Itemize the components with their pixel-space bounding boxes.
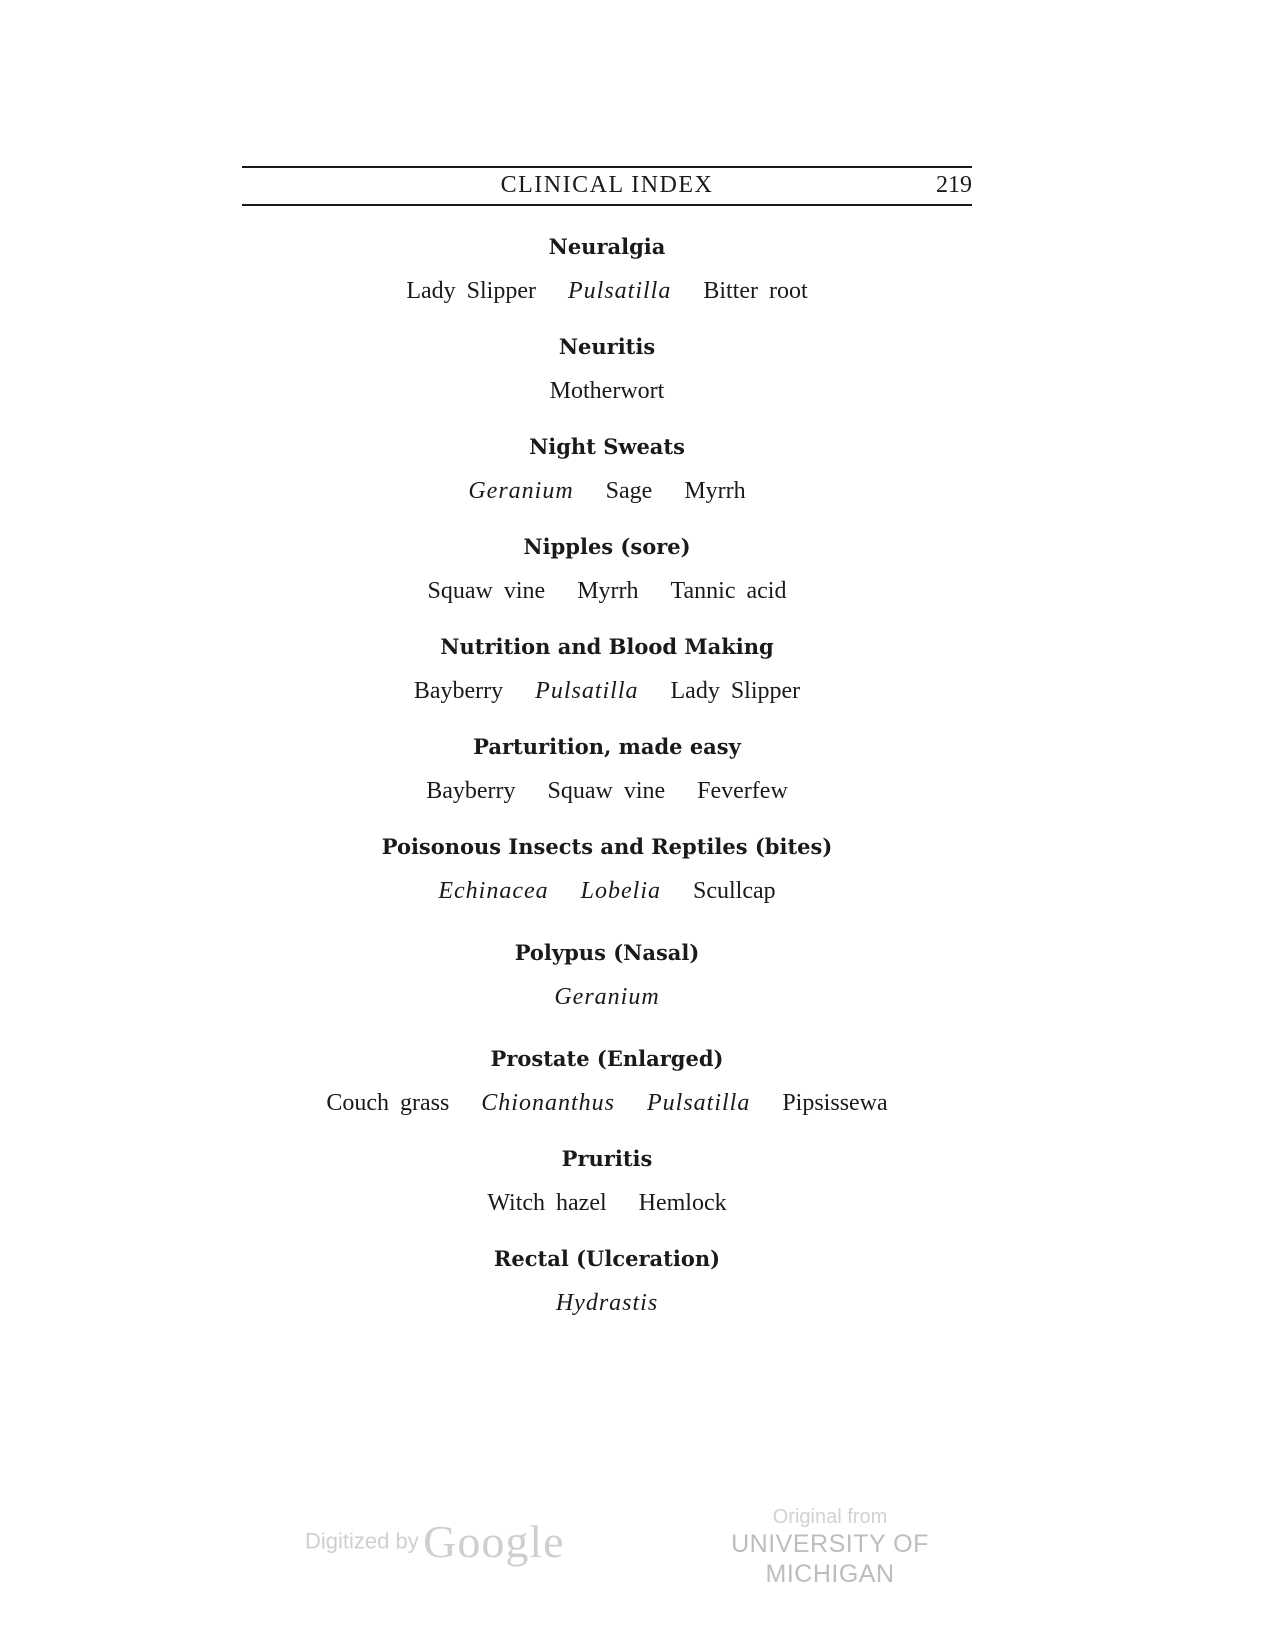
remedy-name: Pipsissewa	[782, 1090, 888, 1116]
page-number: 219	[936, 172, 972, 198]
remedy-name: Lobelia	[580, 878, 661, 904]
entry-heading: Prostate (Enlarged)	[490, 1046, 724, 1071]
entry-heading: Night Sweats	[529, 434, 685, 459]
watermark-digitized-text: Digitized by	[305, 1528, 419, 1554]
remedy-list	[242, 276, 972, 306]
remedy-name: Bitter root	[703, 278, 808, 304]
index-entry	[242, 232, 972, 306]
digitized-by-google-watermark	[305, 1515, 565, 1568]
remedy-name: Geranium	[554, 984, 660, 1010]
entry-heading: Nutrition and Blood Making	[440, 634, 774, 659]
remedy-list	[242, 1088, 972, 1118]
running-title: CLINICAL INDEX	[500, 172, 714, 198]
remedy-name: Tannic acid	[670, 578, 787, 604]
remedy-name: Hydrastis	[555, 1290, 659, 1316]
remedy-list	[242, 1188, 972, 1218]
index-entry	[242, 1244, 972, 1318]
remedy-list	[242, 1288, 972, 1318]
entry-heading: Parturition, made easy	[473, 734, 741, 759]
index-entry	[242, 1044, 972, 1118]
index-entries	[242, 232, 972, 1318]
remedy-list	[242, 376, 972, 406]
header-rule-bottom	[242, 204, 972, 206]
remedy-name: Pulsatilla	[535, 678, 639, 704]
entry-heading: Rectal (Ulceration)	[493, 1246, 721, 1271]
remedy-name: Lady Slipper	[670, 678, 801, 704]
index-entry	[242, 1144, 972, 1218]
remedy-name: Pulsatilla	[567, 278, 672, 304]
remedy-list	[242, 476, 972, 506]
watermark-google-logo: Google	[423, 1516, 565, 1567]
index-entry	[242, 532, 972, 606]
remedy-name: Bayberry	[426, 778, 516, 804]
remedy-list	[242, 776, 972, 806]
index-entry	[242, 938, 972, 1012]
remedy-list	[242, 576, 972, 606]
entry-heading: Poisonous Insects and Reptiles (bites)	[381, 834, 833, 859]
remedy-name: Squaw vine	[427, 578, 546, 604]
remedy-name: Motherwort	[549, 378, 665, 404]
remedy-list	[242, 876, 972, 906]
remedy-name: Bayberry	[413, 678, 504, 704]
remedy-name: Lady Slipper	[406, 278, 536, 304]
remedy-name: Geranium	[468, 478, 574, 504]
index-entry	[242, 632, 972, 706]
remedy-name: Sage	[605, 478, 653, 504]
remedy-name: Scullcap	[693, 878, 776, 904]
remedy-name: Feverfew	[697, 778, 788, 804]
remedy-name: Hemlock	[638, 1190, 727, 1216]
index-entry	[242, 332, 972, 406]
remedy-name: Couch grass	[326, 1090, 450, 1116]
remedy-name: Chionanthus	[481, 1090, 615, 1116]
original-from-watermark	[690, 1505, 970, 1589]
index-entry	[242, 732, 972, 806]
remedy-list	[242, 982, 972, 1012]
header-rule-top	[242, 166, 972, 168]
remedy-name: Myrrh	[684, 478, 746, 504]
watermark-original-from-text: Original from	[772, 1506, 888, 1528]
remedy-name: Witch hazel	[487, 1190, 607, 1216]
entry-heading: Polypus (Nasal)	[514, 940, 700, 965]
remedy-name: Squaw vine	[547, 778, 666, 804]
entry-heading: Nipples (sore)	[523, 534, 691, 559]
remedy-name: Myrrh	[577, 578, 639, 604]
remedy-name: Echinacea	[438, 878, 549, 904]
index-entry	[242, 432, 972, 506]
index-entry	[242, 832, 972, 906]
remedy-name: Pulsatilla	[646, 1090, 751, 1116]
remedy-list	[242, 676, 972, 706]
entry-heading: Neuritis	[558, 334, 656, 359]
entry-heading: Pruritis	[561, 1146, 653, 1171]
watermark-university-text: UNIVERSITY OF MICHIGAN	[731, 1530, 929, 1588]
entry-heading: Neuralgia	[548, 234, 666, 259]
